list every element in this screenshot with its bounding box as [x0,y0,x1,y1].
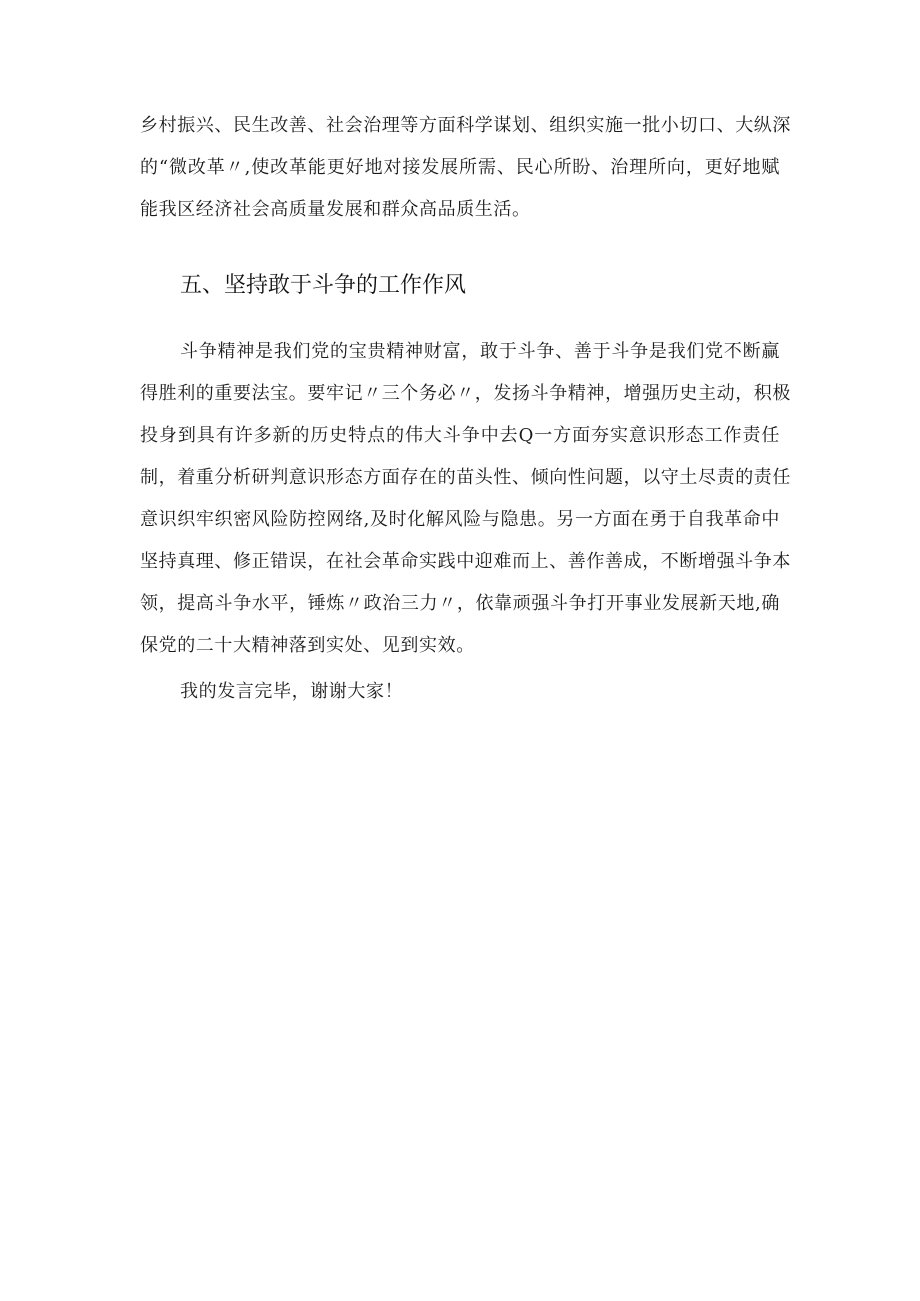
section-5-line-8: 保党的二十大精神落到实处、见到实效。 [140,635,475,656]
section-5-line-2: 得胜利的重要法宝。要牢记〃三个务必〃，发扬斗争精神，增强历史主动，积极 [140,383,791,404]
paragraph-1-line-3: 能我区经济社会高质量发展和群众高品质生活。 [140,199,531,220]
section-5-line-1: 斗争精神是我们党的宝贵精神财富，敢于斗争、善于斗争是我们党不断赢 [180,341,780,362]
section-5-line-4: 制，着重分析研判意识形态方面存在的苗头性、倾向性问题，以守土尽责的责任 [140,467,791,488]
section-5-line-5: 意识织牢织密风险防控网络,及时化解风险与隐患。另一方面在勇于自我革命中 [140,509,780,530]
paragraph-1-line-1: 乡村振兴、民生改善、社会治理等方面科学谋划、组织实施一批小切口、大纵深 [140,115,791,136]
section-5-line-7: 领，提高斗争水平，锤炼〃政治三力〃，依靠顽强斗争打开事业发展新天地,确 [140,593,780,614]
closing-remark: 我的发言完毕，谢谢大家！ [180,681,404,702]
section-5-line-3: 投身到具有许多新的历史特点的伟大斗争中去Q一方面夯实意识形态工作责任 [140,425,780,446]
paragraph-1-line-2: 的“微改革〃,使改革能更好地对接发展所需、民心所盼、治理所向，更好地赋 [140,157,780,178]
section-heading: 五、坚持敢于斗争的工作作风 [180,273,467,298]
section-5-line-6: 坚持真理、修正错误，在社会革命实践中迎难而上、善作善成，不断增强斗争本 [140,551,791,572]
